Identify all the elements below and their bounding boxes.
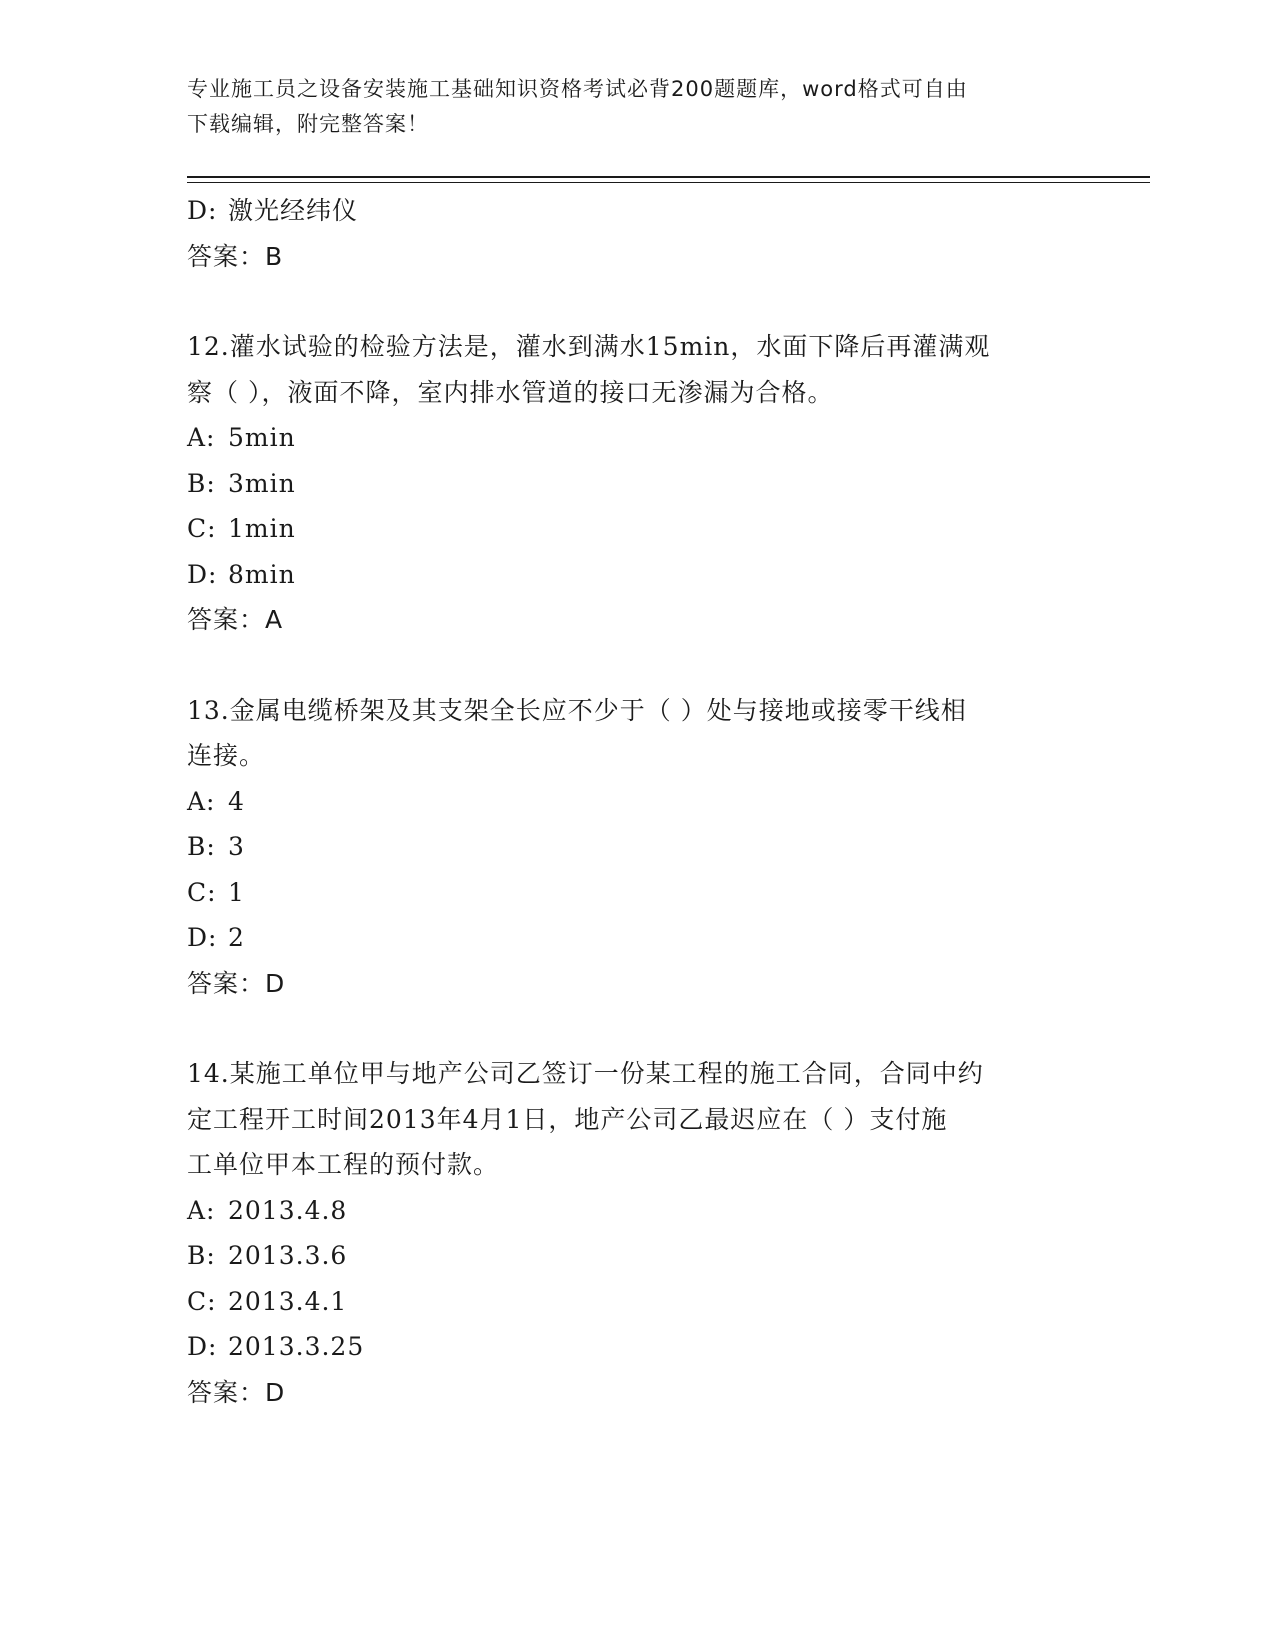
answer-line: 答案：B	[187, 241, 284, 271]
question-stem-line: 13.金属电缆桥架及其支架全长应不少于（ ）处与接地或接零干线相	[187, 695, 967, 725]
question-12	[187, 324, 1067, 643]
option-a	[187, 779, 1067, 825]
option-text: 2013.3.6	[228, 1241, 348, 1270]
header-rule-thick	[187, 176, 1150, 178]
option-label: A:	[187, 1195, 216, 1225]
header-rule-thin	[187, 182, 1150, 183]
option-d	[187, 552, 1067, 598]
option-d	[187, 1324, 1067, 1370]
answer-line: 答案：A	[187, 605, 284, 634]
question-13	[187, 688, 1067, 1007]
answer-line: 答案：D	[187, 1377, 286, 1407]
option-text: 3	[228, 832, 245, 861]
option-label: C:	[187, 514, 217, 543]
option-text: 8min	[228, 559, 296, 589]
question-stem-line: 定工程开工时间2013年4月1日，地产公司乙最迟应在（ ）支付施	[187, 1104, 948, 1134]
option-label: A:	[187, 423, 216, 452]
option-label: B:	[187, 468, 216, 498]
option-b	[187, 1233, 1067, 1279]
option-d	[187, 188, 1067, 234]
option-label: A:	[187, 786, 216, 816]
option-b	[187, 461, 1067, 507]
question-14	[187, 1051, 1067, 1415]
option-label: D:	[187, 559, 218, 589]
option-label: C:	[187, 877, 217, 907]
option-text: 2013.4.1	[228, 1286, 348, 1316]
spacer	[187, 279, 1067, 324]
option-text: 2	[228, 923, 245, 952]
option-label: D:	[187, 196, 218, 225]
header-line-2: 下载编辑，附完整答案！	[187, 112, 429, 136]
option-c	[187, 1279, 1067, 1325]
option-text: 激光经纬仪	[228, 196, 359, 225]
question-stem-line: 察（ ），液面不降，室内排水管道的接口无渗漏为合格。	[187, 377, 834, 407]
document-body	[187, 188, 1067, 1415]
option-label: D:	[187, 1332, 218, 1361]
option-d	[187, 915, 1067, 961]
option-b	[187, 824, 1067, 870]
spacer	[187, 643, 1067, 688]
option-text: 1	[228, 877, 245, 907]
option-label: D:	[187, 923, 218, 952]
document-header	[187, 72, 1067, 142]
option-text: 1min	[228, 514, 296, 543]
option-label: B:	[187, 1241, 216, 1270]
option-a	[187, 1188, 1067, 1234]
header-line-1: 专业施工员之设备安装施工基础知识资格考试必背200题题库，word格式可自由	[187, 77, 968, 101]
option-a	[187, 415, 1067, 461]
option-text: 4	[228, 786, 245, 816]
option-c	[187, 506, 1067, 552]
answer-line: 答案：D	[187, 968, 286, 998]
question-stem-line: 连接。	[187, 741, 266, 770]
option-text: 2013.3.25	[228, 1332, 365, 1361]
question-stem-line: 12.灌水试验的检验方法是，灌水到满水15min，水面下降后再灌满观	[187, 332, 991, 361]
question-stem-line: 工单位甲本工程的预付款。	[187, 1150, 500, 1179]
option-text: 2013.4.8	[228, 1195, 348, 1225]
option-c	[187, 870, 1067, 916]
option-text: 3min	[228, 468, 296, 498]
spacer	[187, 1006, 1067, 1051]
question-stem-line: 14.某施工单位甲与地产公司乙签订一份某工程的施工合同，合同中约	[187, 1059, 984, 1088]
option-text: 5min	[228, 423, 296, 452]
option-label: B:	[187, 832, 216, 861]
option-label: C:	[187, 1286, 217, 1316]
